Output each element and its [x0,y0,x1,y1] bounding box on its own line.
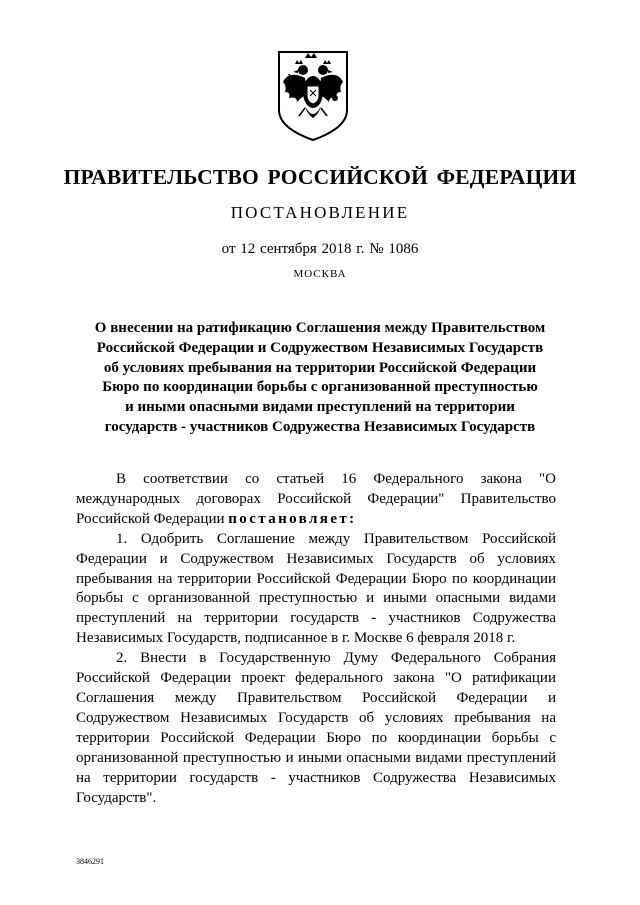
document-type: ПОСТАНОВЛЕНИЕ [230,203,410,222]
subject-line: государств - участников Содружества Независимых Государств [104,418,536,435]
subject-line: и иными опасными видами преступлений на территории [125,399,515,416]
item-1-paragraph: 1. Одобрить Соглашение между Правительством Российской Федерации и Содружеством Независимых Государств об условиях пребывания на территории Российской Федерации Бюро по координации борьбы с организованной преступностью и иными опасными видами преступлений на территории государств - участников Содружества Независимых Государств, подписанное в г. Москве 6 февраля 2018 г. [76,530,556,647]
coat-of-arms-icon [275,48,351,144]
city: МОСКВА [293,268,347,280]
preamble-paragraph [76,470,556,530]
subject-line: Бюро по координации борьбы с организованной преступностью [102,379,538,396]
preamble-text: В соответствии со статьей 16 Федерального закона "О международных договорах Российской Федерации" Правительство Российской Федерации [76,471,556,527]
date-and-number: от 12 сентября 2018 г. № 1086 [221,241,419,257]
document-body [76,470,556,808]
subject-line: об условиях пребывания на территории Российской Федерации [103,359,537,376]
subject-line: Российской Федерации и Содружеством Независимых Государств [96,339,544,356]
government-title: ПРАВИТЕЛЬСТВО РОССИЙСКОЙ ФЕДЕРАЦИИ [63,165,577,189]
subject-line: О внесении на ратификацию Соглашения между Правительством [94,320,546,336]
document-subject [68,319,572,438]
document-number-footer: 3846291 [76,857,104,866]
decree-word: постановляет: [228,510,357,527]
item-2-paragraph: 2. Внести в Государственную Думу Федерального Собрания Российской Федерации проект федерального закона "О ратификации Соглашения между Правительством Российской Федерации и Содружеством Независимых Государств об условиях пребывания на территории Российской Федерации Бюро по координации борьбы с организованной преступностью и иными опасными видами преступлений на территории государств - участников Содружества Независимых Государств". [76,650,556,806]
